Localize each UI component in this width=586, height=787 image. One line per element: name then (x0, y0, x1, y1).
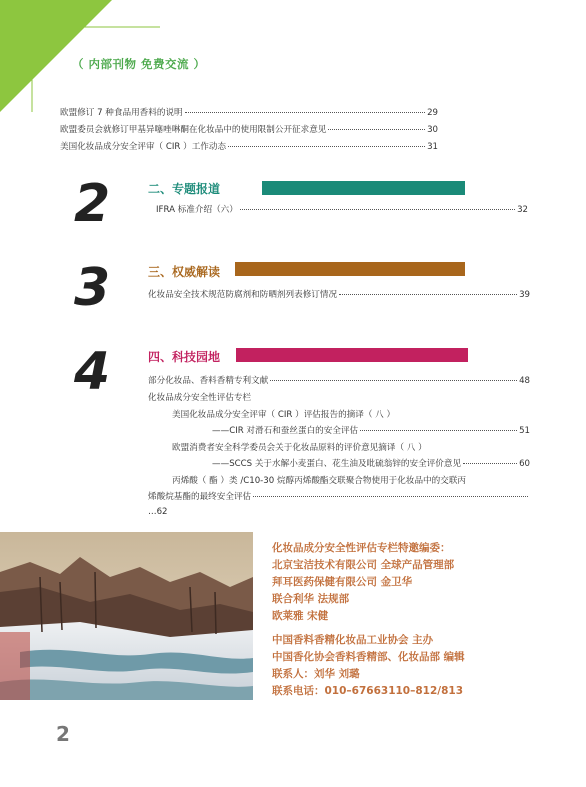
section-number: 2 (74, 174, 111, 234)
leader-dots (240, 209, 515, 210)
toc-entry-page: 39 (519, 290, 530, 300)
toc-entry[interactable] (148, 374, 530, 386)
section-number: 4 (74, 342, 111, 402)
contact-line: 联系人：刘华 刘璐 (272, 668, 360, 680)
contact-phone: 联系电话：010–67663110–812/813 (272, 685, 464, 697)
leader-dots (360, 430, 517, 431)
toc-entry[interactable] (60, 106, 438, 118)
leader-dots (463, 463, 517, 464)
toc-entry-title: 化妆品安全技术规范防腐剂和防晒剂列表修订情况 (148, 290, 338, 300)
toc-entry[interactable] (60, 123, 438, 135)
toc-entry-page: 30 (427, 125, 438, 135)
publisher-line: 中国香料香精化妆品工业协会 主办 (272, 634, 434, 646)
credit-line: 北京宝洁技术有限公司 全球产品管理部 (272, 559, 455, 571)
toc-entry[interactable] (60, 140, 438, 152)
toc-entry[interactable] (156, 203, 528, 215)
leader-dots (270, 380, 517, 381)
toc-subheading: 欧盟消费者安全科学委员会关于化妆品原料的评价意见摘译（ 八 ） (172, 443, 427, 453)
publisher-line: 中国香化协会香料香精部、化妆品部 编辑 (272, 651, 465, 663)
toc-entry-title: ——CIR 对滑石和蚕丝蛋白的安全评估 (212, 426, 359, 436)
credit-line: 欧莱雅 宋健 (272, 610, 329, 622)
toc-entry-title: 欧盟委员会就修订甲基异噻唑啉酮在化妆品中的使用限制公开征求意见 (60, 125, 327, 135)
toc-subheading: 美国化妆品成分安全评审（ CIR ）评估报告的摘译（ 八 ） (172, 410, 396, 420)
credit-line: 拜耳医药保健有限公司 金卫华 (272, 576, 413, 588)
toc-entry-title: 丙烯酸（ 酯 ）类 /C10-30 烷醇丙烯酸酯交联聚合物使用于化妆品中的交联丙 (172, 476, 467, 486)
toc-entry-title: IFRA 标准介绍（六） (156, 205, 238, 215)
credit-line: 联合利华 法规部 (272, 593, 350, 605)
toc-entry-page: 32 (517, 205, 528, 215)
toc-subheading: 化妆品成分安全性评估专栏 (148, 393, 252, 403)
toc-entry-page: 60 (519, 459, 530, 469)
toc-entry[interactable] (148, 288, 530, 300)
toc-entry-page: 31 (427, 142, 438, 152)
toc-entry[interactable] (212, 424, 530, 436)
leader-dots (253, 496, 528, 497)
toc-entry-page: 29 (427, 108, 438, 118)
leader-dots (339, 294, 517, 295)
section-number: 3 (74, 258, 111, 318)
toc-entry-title: ——SCCS 关于水解小麦蛋白、花生油及吡硫翁锌的安全评价意见 (212, 459, 462, 469)
section-title: 二、专题报道 (148, 182, 221, 196)
leader-dots (185, 112, 425, 113)
section-title: 三、权威解读 (148, 265, 221, 279)
toc-entry-page: 48 (519, 376, 530, 386)
toc-entry-page: 51 (519, 426, 530, 436)
leader-dots (328, 129, 425, 130)
toc-entry[interactable] (148, 490, 530, 502)
toc-entry[interactable] (212, 457, 530, 469)
section-bar (236, 348, 468, 362)
credit-line: 化妆品成分安全性评估专栏特邀编委： (272, 542, 451, 554)
tagline: （ 内部刊物 免费交流 ） (72, 57, 206, 71)
toc-entry-title: 美国化妆品成分安全评审（ CIR ）工作动态 (60, 142, 227, 152)
leader-dots (228, 146, 425, 147)
toc-entry-title: 烯酸烷基酯的最终安全评估 (148, 492, 252, 502)
toc-entry-title: 部分化妆品、香料香精专利文献 (148, 376, 269, 386)
toc-entry-page: …62 (148, 507, 168, 517)
toc-entry-title: 欧盟修订 7 种食品用香料的说明 (60, 108, 183, 118)
section-title: 四、科技园地 (148, 350, 221, 364)
landscape-painting (0, 532, 253, 700)
section-bar (235, 262, 465, 276)
page-number: 2 (56, 722, 70, 746)
section-bar (262, 181, 465, 195)
